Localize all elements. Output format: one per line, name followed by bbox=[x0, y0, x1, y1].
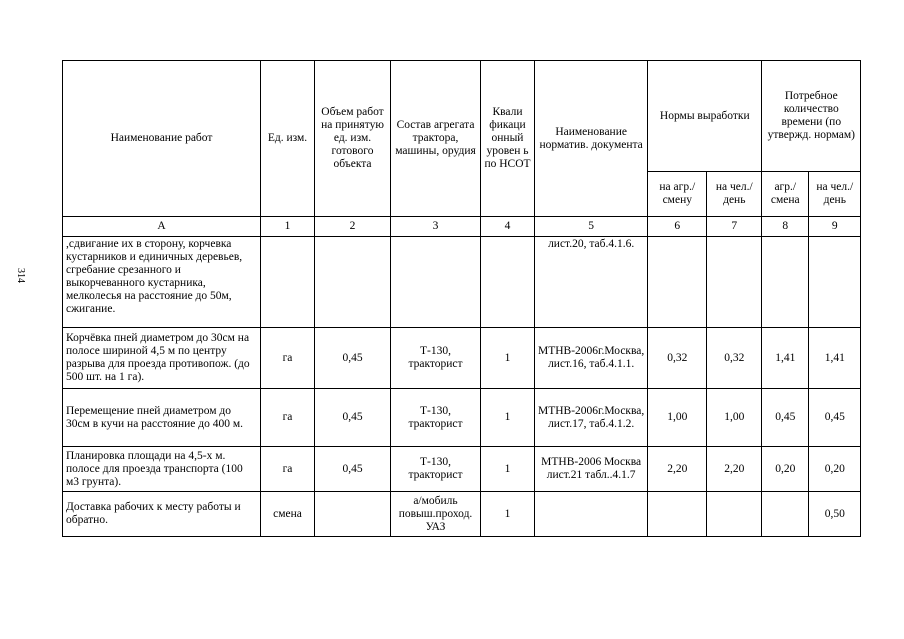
work-name-cell: Доставка рабочих к месту работы и обратно. bbox=[63, 492, 261, 537]
output-worker-cell: 2,20 bbox=[707, 447, 762, 492]
column-index: 2 bbox=[315, 217, 391, 237]
header-output-norms: Нормы выработки bbox=[648, 61, 762, 172]
composition-cell: а/мобиль повыш.проход. УАЗ bbox=[391, 492, 481, 537]
header-name: Наименование работ bbox=[63, 61, 261, 217]
column-index: 5 bbox=[535, 217, 648, 237]
column-index: 3 bbox=[391, 217, 481, 237]
column-index: 4 bbox=[481, 217, 535, 237]
time-unit-cell: 0,20 bbox=[762, 447, 809, 492]
header-row-1 bbox=[63, 61, 861, 172]
header-time-per-unit: агр./ смена bbox=[762, 172, 809, 217]
document-cell bbox=[535, 492, 648, 537]
work-name-cell: Планировка площади на 4,5-х м. полосе для проезда транспорта (100 м3 грунта). bbox=[63, 447, 261, 492]
work-name-cell: ,сдвигание их в сторону, корчевка кустарников и единичных деревьев, сгребание срезанного и выкорчеванного кустарника, мелколесья на расстояние до 50м, сжигание. bbox=[63, 237, 261, 328]
column-index: 7 bbox=[707, 217, 762, 237]
time-worker-cell: 0,45 bbox=[809, 389, 861, 447]
output-unit-cell bbox=[648, 492, 707, 537]
qualification-cell: 1 bbox=[481, 492, 535, 537]
composition-cell: Т-130, тракторист bbox=[391, 447, 481, 492]
output-worker-cell bbox=[707, 492, 762, 537]
time-worker-cell bbox=[809, 237, 861, 328]
volume-cell bbox=[315, 492, 391, 537]
output-unit-cell bbox=[648, 237, 707, 328]
column-index-row bbox=[63, 217, 861, 237]
unit-cell: смена bbox=[261, 492, 315, 537]
qualification-cell: 1 bbox=[481, 328, 535, 389]
header-unit-composition: Состав агрегата трактора, машины, орудия bbox=[391, 61, 481, 217]
unit-cell: га bbox=[261, 328, 315, 389]
header-time-per-worker: на чел./ день bbox=[809, 172, 861, 217]
time-unit-cell: 0,45 bbox=[762, 389, 809, 447]
output-unit-cell: 0,32 bbox=[648, 328, 707, 389]
qualification-cell: 1 bbox=[481, 447, 535, 492]
header-output-per-worker: на чел./ день bbox=[707, 172, 762, 217]
time-worker-cell: 1,41 bbox=[809, 328, 861, 389]
time-unit-cell: 1,41 bbox=[762, 328, 809, 389]
volume-cell: 0,45 bbox=[315, 389, 391, 447]
unit-cell: га bbox=[261, 389, 315, 447]
volume-cell bbox=[315, 237, 391, 328]
unit-cell bbox=[261, 237, 315, 328]
header-norm-document: Наименование норматив. документа bbox=[535, 61, 648, 217]
work-name-cell: Корчёвка пней диаметром до 30см на полосе шириной 4,5 м по центру разрыва для проезда противопож. (до 500 шт. на 1 га). bbox=[63, 328, 261, 389]
time-unit-cell bbox=[762, 237, 809, 328]
qualification-cell bbox=[481, 237, 535, 328]
header-volume: Объем работ на принятую ед. изм. готового объекта bbox=[315, 61, 391, 217]
volume-cell: 0,45 bbox=[315, 447, 391, 492]
header-time-needed: Потребное количество времени (по утвержд. нормам) bbox=[762, 61, 861, 172]
header-output-per-unit: на агр./ смену bbox=[648, 172, 707, 217]
page-number: 314 bbox=[15, 268, 26, 283]
output-worker-cell: 1,00 bbox=[707, 389, 762, 447]
qualification-cell: 1 bbox=[481, 389, 535, 447]
table-row bbox=[63, 447, 861, 492]
document-cell: МТНВ-2006 Москва лист.21 табл..4.1.7 bbox=[535, 447, 648, 492]
document-cell: МТНВ-2006г.Москва, лист.16, таб.4.1.1. bbox=[535, 328, 648, 389]
works-table bbox=[62, 60, 861, 537]
composition-cell: Т-130, тракторист bbox=[391, 389, 481, 447]
work-name-cell: Перемещение пней диаметром до 30см в кучи на расстояние до 400 м. bbox=[63, 389, 261, 447]
output-unit-cell: 1,00 bbox=[648, 389, 707, 447]
document-cell: лист.20, таб.4.1.6. bbox=[535, 237, 648, 328]
time-worker-cell: 0,50 bbox=[809, 492, 861, 537]
composition-cell bbox=[391, 237, 481, 328]
column-index: 8 bbox=[762, 217, 809, 237]
output-unit-cell: 2,20 bbox=[648, 447, 707, 492]
column-index: А bbox=[63, 217, 261, 237]
volume-cell: 0,45 bbox=[315, 328, 391, 389]
column-index: 6 bbox=[648, 217, 707, 237]
table-row bbox=[63, 328, 861, 389]
output-worker-cell bbox=[707, 237, 762, 328]
unit-cell: га bbox=[261, 447, 315, 492]
time-worker-cell: 0,20 bbox=[809, 447, 861, 492]
output-worker-cell: 0,32 bbox=[707, 328, 762, 389]
column-index: 9 bbox=[809, 217, 861, 237]
table-row bbox=[63, 389, 861, 447]
header-unit: Ед. изм. bbox=[261, 61, 315, 217]
header-qualification: Квали фикаци онный уровен ь по НСОТ bbox=[481, 61, 535, 217]
table-row bbox=[63, 237, 861, 328]
table-row bbox=[63, 492, 861, 537]
document-cell: МТНВ-2006г.Москва, лист.17, таб.4.1.2. bbox=[535, 389, 648, 447]
column-index: 1 bbox=[261, 217, 315, 237]
time-unit-cell bbox=[762, 492, 809, 537]
composition-cell: Т-130, тракторист bbox=[391, 328, 481, 389]
